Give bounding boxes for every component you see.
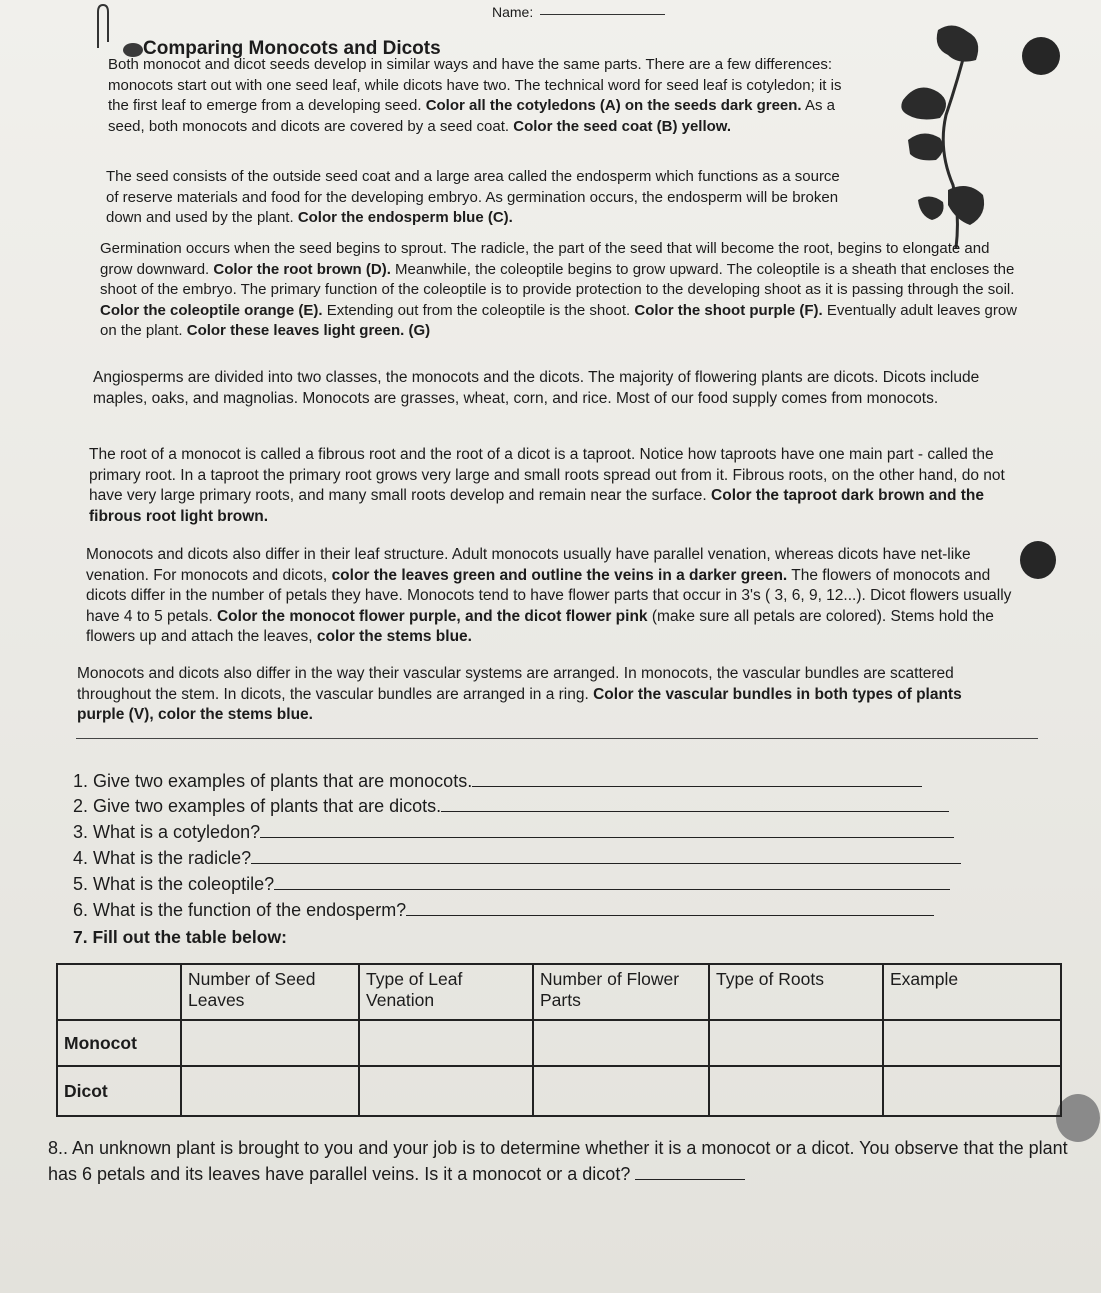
table-row — [57, 1066, 1061, 1116]
section-divider — [76, 738, 1038, 739]
name-label: Name: — [492, 4, 534, 20]
cell-dicot-roots[interactable] — [709, 1066, 883, 1116]
p5-text: The root of a monocot is called a fibrous root and the root of a dicot is a taproot. Notice how taproots have one main part - called the primary root. In a taproot the primary root grows very large and small roots spread out from it. Fibrous roots, on the other hand, do not have very large primary roots, and many small roots develop and remain near the surface. — [89, 446, 1005, 504]
paragraph-leaves-flowers — [86, 545, 1021, 648]
p2-text: The seed consists of the outside seed coat and a large area called the endosperm which functions as a source of reserve materials and food for the developing embryo. As germination occurs, the endosperm will be broken down and used by the plant. — [106, 168, 840, 226]
p6-text: Monocots and dicots also differ in their leaf structure. Adult monocots usually have parallel venation, whereas dicots have net-like venation. For monocots and dicots, — [86, 546, 971, 584]
table-header-flower-parts: Number of Flower Parts — [533, 964, 709, 1020]
p6-instruction: color the leaves green and outline the veins in a darker green. — [331, 566, 788, 584]
p1-text-2: As a seed, both monocots and dicots are covered by a seed coat. — [108, 97, 835, 135]
p3-instruction-4: Color these leaves light green. (G) — [186, 322, 431, 339]
p7-instruction: Color the vascular bundles in both types of plants purple (V), color the stems blue. — [77, 685, 962, 723]
flower-vine-icon — [898, 20, 998, 250]
answer-8-line[interactable] — [635, 1165, 745, 1180]
p3-text-2: Meanwhile, the coleoptile begins to grow upward. The coleoptile is a sheath that encloses the shoot of the embryo. The primary function of the coleoptile is to provide protection to the developing shoot as it is passing through the soil. — [100, 260, 1015, 298]
cell-monocot-venation[interactable] — [359, 1020, 533, 1066]
p6-instruction-3: color the stems blue. — [316, 628, 472, 645]
p5-instruction: Color the taproot dark brown and the fibrous root light brown. — [89, 487, 985, 525]
question-4-text: 4. What is the radicle? — [73, 848, 252, 868]
cell-dicot-venation[interactable] — [359, 1066, 533, 1116]
p3-instruction-2: Color the coleoptile orange (E). — [100, 301, 323, 319]
p2-instruction: Color the endosperm blue (C). — [297, 209, 513, 226]
p7-text: Monocots and dicots also differ in the way their vascular systems are arranged. In monocots, the vascular bundles are scattered throughout the stem. In dicots, the vascular bundles are arranged in a ring. — [77, 665, 954, 703]
answer-1-line[interactable] — [472, 772, 922, 787]
cell-monocot-example[interactable] — [883, 1020, 1061, 1066]
cell-monocot-seed-leaves[interactable] — [181, 1020, 359, 1066]
p3-text-4: Eventually adult leaves grow on the plant. — [100, 301, 1017, 339]
table-header-row — [57, 964, 1061, 1020]
p1-text: Both monocot and dicot seeds develop in similar ways and have the same parts. There are a few differences: monocots start out with one seed leaf, while dicots have two. The technical word for seed leaf is cotyledon; it is the first leaf to emerge from a developing seed. — [108, 56, 842, 114]
question-6 — [73, 897, 934, 923]
paragraph-roots — [89, 445, 1024, 527]
table-header-example: Example — [883, 964, 1061, 1020]
p3-instruction-3: Color the shoot purple (F). — [634, 301, 823, 319]
p3-instruction: Color the root brown (D). — [213, 260, 391, 278]
cell-dicot-example[interactable] — [883, 1066, 1061, 1116]
row-label-monocot: Monocot — [57, 1020, 181, 1066]
paragraph-endosperm — [106, 167, 856, 229]
answer-2-line[interactable] — [441, 797, 949, 812]
question-8-text: 8.. An unknown plant is brought to you and your job is to determine whether it is a monocot or a dicot. You observe that the plant has 6 petals and its leaves have parallel veins. Is it a monocot or a dicot? — [48, 1138, 1068, 1184]
table-header-corner — [57, 964, 181, 1020]
name-field-line[interactable] — [540, 14, 665, 15]
table-header-roots: Type of Roots — [709, 964, 883, 1020]
table-row — [57, 1020, 1061, 1066]
answer-3-line[interactable] — [260, 823, 954, 838]
question-8 — [48, 1135, 1068, 1187]
question-7-text: 7. Fill out the table below: — [73, 927, 287, 947]
question-7 — [73, 924, 287, 950]
p6-text-2: The flowers of monocots and dicots differ in the number of petals they have. Monocots tend to have flower parts that occur in 3's ( 3, 6, 9, 12...). Dicot flowers usually have 4 to 5 petals. — [86, 566, 1012, 625]
p3-text: Germination occurs when the seed begins to sprout. The radicle, the part of the seed that will become the root, begins to elongate and grow downward. — [100, 240, 990, 278]
question-1-text: 1. Give two examples of plants that are monocots. — [73, 771, 473, 791]
p4-text: Angiosperms are divided into two classes, the monocots and the dicots. The majority of flowering plants are dicots. Dicots include maples, oaks, and magnolias. Monocots are grasses, wheat, corn, and rice. Most of our food supply comes from monocots. — [93, 369, 980, 407]
question-6-text: 6. What is the function of the endosperm? — [73, 900, 407, 920]
table-header-venation: Type of Leaf Venation — [359, 964, 533, 1020]
answer-6-line[interactable] — [406, 901, 934, 916]
cell-dicot-flower-parts[interactable] — [533, 1066, 709, 1116]
table-header-seed-leaves: Number of Seed Leaves — [181, 964, 359, 1020]
paragraph-germination — [100, 239, 1020, 342]
question-3-text: 3. What is a cotyledon? — [73, 822, 261, 842]
binder-hole-middle — [1020, 541, 1056, 579]
paperclip-icon — [92, 2, 114, 50]
paragraph-vascular — [77, 664, 1012, 726]
question-3 — [73, 819, 954, 845]
p6-instruction-2: Color the monocot flower purple, and the dicot flower pink — [216, 607, 648, 625]
answer-5-line[interactable] — [274, 875, 950, 890]
row-label-dicot: Dicot — [57, 1066, 181, 1116]
cell-monocot-flower-parts[interactable] — [533, 1020, 709, 1066]
paragraph-angiosperms — [93, 368, 1023, 409]
question-5 — [73, 871, 950, 897]
question-2 — [73, 793, 949, 819]
binder-hole-top — [1022, 37, 1060, 75]
question-4 — [73, 845, 961, 871]
p1-instruction-2: Color the seed coat (B) yellow. — [513, 117, 732, 135]
question-5-text: 5. What is the coleoptile? — [73, 874, 275, 894]
cell-monocot-roots[interactable] — [709, 1020, 883, 1066]
question-2-text: 2. Give two examples of plants that are dicots. — [73, 796, 442, 816]
page-title: Comparing Monocots and Dicots — [143, 38, 441, 59]
paragraph-seeds — [108, 55, 848, 137]
p3-text-3: Extending out from the coleoptile is the shoot. — [322, 301, 635, 319]
answer-4-line[interactable] — [251, 849, 961, 864]
p1-instruction: Color all the cotyledons (A) on the seeds dark green. — [425, 97, 802, 114]
question-1 — [73, 768, 922, 794]
comparison-table — [56, 963, 1062, 1117]
p6-text-3: (make sure all petals are colored). Stems hold the flowers up and attach the leaves, — [86, 607, 994, 645]
cell-dicot-seed-leaves[interactable] — [181, 1066, 359, 1116]
